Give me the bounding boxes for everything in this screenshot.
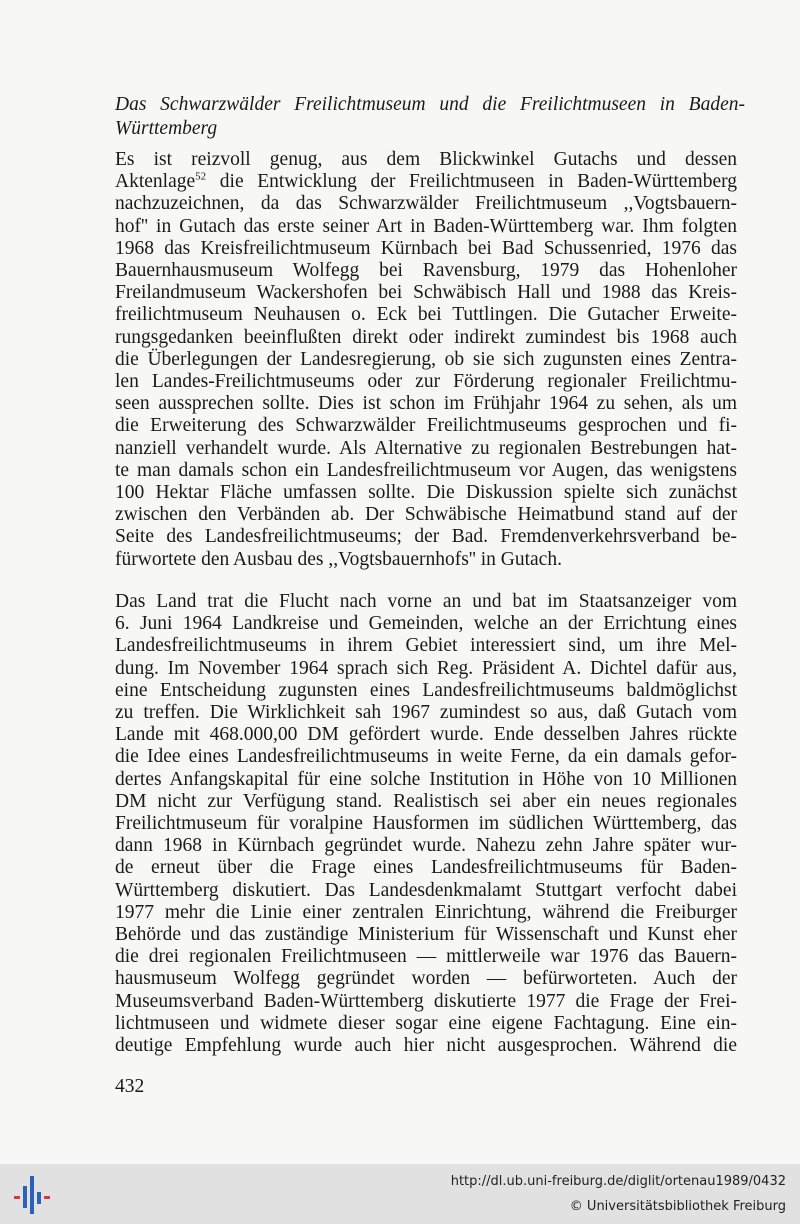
text-fragment: die Entwicklung der Freilichtmuseen in Baden-Württemberg <box>219 171 738 193</box>
text-line: Behörde und das zuständige Ministerium für Wissenschaft und Kunst eher <box>115 924 737 946</box>
text-line: zu treffen. Die Wirklichkeit sah 1967 zumindest so aus, daß Gutach vom <box>115 702 737 724</box>
text-line-with-footnote <box>115 171 737 193</box>
text-line: die Idee eines Landesfreilichtmuseums in weite Ferne, da ein damals gefor- <box>115 746 737 768</box>
text-line: seen aussprechen sollte. Dies ist schon im Frühjahr 1964 zu sehen, als um <box>115 393 737 415</box>
text-line: len Landes-Freilichtmuseums oder zur Förderung regionaler Freilichtmu- <box>115 371 737 393</box>
text-line: nachzuzeichnen, da das Schwarzwälder Freilichtmuseum ,,Vogtsbauern- <box>115 193 737 215</box>
ub-freiburg-logo-icon[interactable] <box>12 1172 52 1218</box>
text-line: deutige Empfehlung wurde auch hier nicht ausgesprochen. Während die <box>115 1035 737 1057</box>
text-fragment: Aktenlage <box>115 171 196 193</box>
text-line: dertes Anfangskapital für eine solche Institution in Höhe von 10 Millionen <box>115 768 737 790</box>
text-line: fürwortete den Ausbau des ,,Vogtsbauernhofs'' in Gutach. <box>115 548 562 570</box>
text-line: Freilichtmuseum für voralpine Hausformen im südlichen Württemberg, das <box>115 813 737 835</box>
text-line: te man damals schon ein Landesfreilichtmuseum vor Augen, das wenigstens <box>115 459 737 481</box>
footnote-ref: 52 <box>195 170 207 183</box>
text-line: Lande mit 468.000,00 DM gefördert wurde. Ende desselben Jahres rückte <box>115 724 737 746</box>
text-line: eine Entscheidung zugunsten eines Landesfreilichtmuseums baldmöglichst <box>115 679 737 701</box>
text-line: Landesfreilichtmuseums in ihrem Gebiet interessiert sind, um ihre Mel- <box>115 635 737 657</box>
text-line: de erneut über die Frage eines Landesfreilichtmuseums für Baden- <box>115 857 737 879</box>
text-line: Das Land trat die Flucht nach vorne an und bat im Staatsanzeiger vom <box>115 591 737 612</box>
text-line: Seite des Landesfreilichtmuseums; der Bad. Fremdenverkehrsverband be- <box>115 526 737 548</box>
paragraph-1 <box>115 149 737 571</box>
text-line: Museumsverband Baden-Württemberg diskutierte 1977 die Frage der Frei- <box>115 990 737 1012</box>
text-line: 1977 mehr die Linie einer zentralen Einrichtung, während die Freiburger <box>115 901 737 923</box>
text-line: hof'' in Gutach das erste seiner Art in Baden-Württemberg war. Ihm folgten <box>115 215 737 237</box>
text-line: die drei regionalen Freilichtmuseen — mittlerweile war 1976 das Bauern- <box>115 946 737 968</box>
text-line: rungsgedanken beeinflußten direkt oder indirekt zumindest bis 1968 auch <box>115 326 737 348</box>
footer-bar <box>0 1164 800 1224</box>
text-line: dann 1968 in Kürnbach gegründet wurde. Nahezu zehn Jahre später wur- <box>115 835 737 857</box>
text-line: dung. Im November 1964 sprach sich Reg. Präsident A. Dichtel dafür aus, <box>115 657 737 679</box>
text-line: Württemberg diskutiert. Das Landesdenkmalamt Stuttgart verfocht dabei <box>115 879 737 901</box>
text-line: DM nicht zur Verfügung stand. Realistisch sei aber ein neues regionales <box>115 790 737 812</box>
text-line: hausmuseum Wolfegg gegründet worden — befürworteten. Auch der <box>115 968 737 990</box>
text-line: die Überlegungen der Landesregierung, ob sie sich zugunsten eines Zentra- <box>115 348 737 370</box>
text-line: die Erweiterung des Schwarzwälder Freilichtmuseums gesprochen und fi- <box>115 415 737 437</box>
text-line: nanziell verhandelt wurde. Als Alternative zu regionalen Bestrebungen hat- <box>115 437 737 459</box>
text-line: lichtmuseen und widmete dieser sogar eine eigene Fachtagung. Eine ein- <box>115 1012 737 1034</box>
source-url-link[interactable]: http://dl.ub.uni-freiburg.de/diglit/ortenau1989/0432 <box>450 1174 786 1189</box>
text-line: Es ist reizvoll genug, aus dem Blickwinkel Gutachs und dessen <box>115 149 737 170</box>
text-line: 1968 das Kreisfreilichtmuseum Kürnbach bei Bad Schussenried, 1976 das <box>115 237 737 259</box>
paragraph-2 <box>115 591 737 1057</box>
text-line: Bauernhausmuseum Wolfegg bei Ravensburg, 1979 das Hohenloher <box>115 260 737 282</box>
text-line: 6. Juni 1964 Landkreise und Gemeinden, welche an der Errichtung eines <box>115 613 737 635</box>
page-number: 432 <box>115 1076 145 1097</box>
text-line: 100 Hektar Fläche umfassen sollte. Die Diskussion spielte sich zunächst <box>115 482 737 504</box>
text-line: freilichtmuseum Neuhausen o. Eck bei Tuttlingen. Die Gutacher Erweite- <box>115 304 737 326</box>
section-heading: Das Schwarzwälder Freilichtmuseum und die Freilichtmuseen in Baden-Württemberg <box>115 94 745 139</box>
text-line: Freilandmuseum Wackershofen bei Schwäbisch Hall und 1988 das Kreis- <box>115 282 737 304</box>
text-line: zwischen den Verbänden ab. Der Schwäbische Heimatbund stand auf der <box>115 504 737 526</box>
copyright-text: © Universitätsbibliothek Freiburg <box>569 1199 786 1214</box>
